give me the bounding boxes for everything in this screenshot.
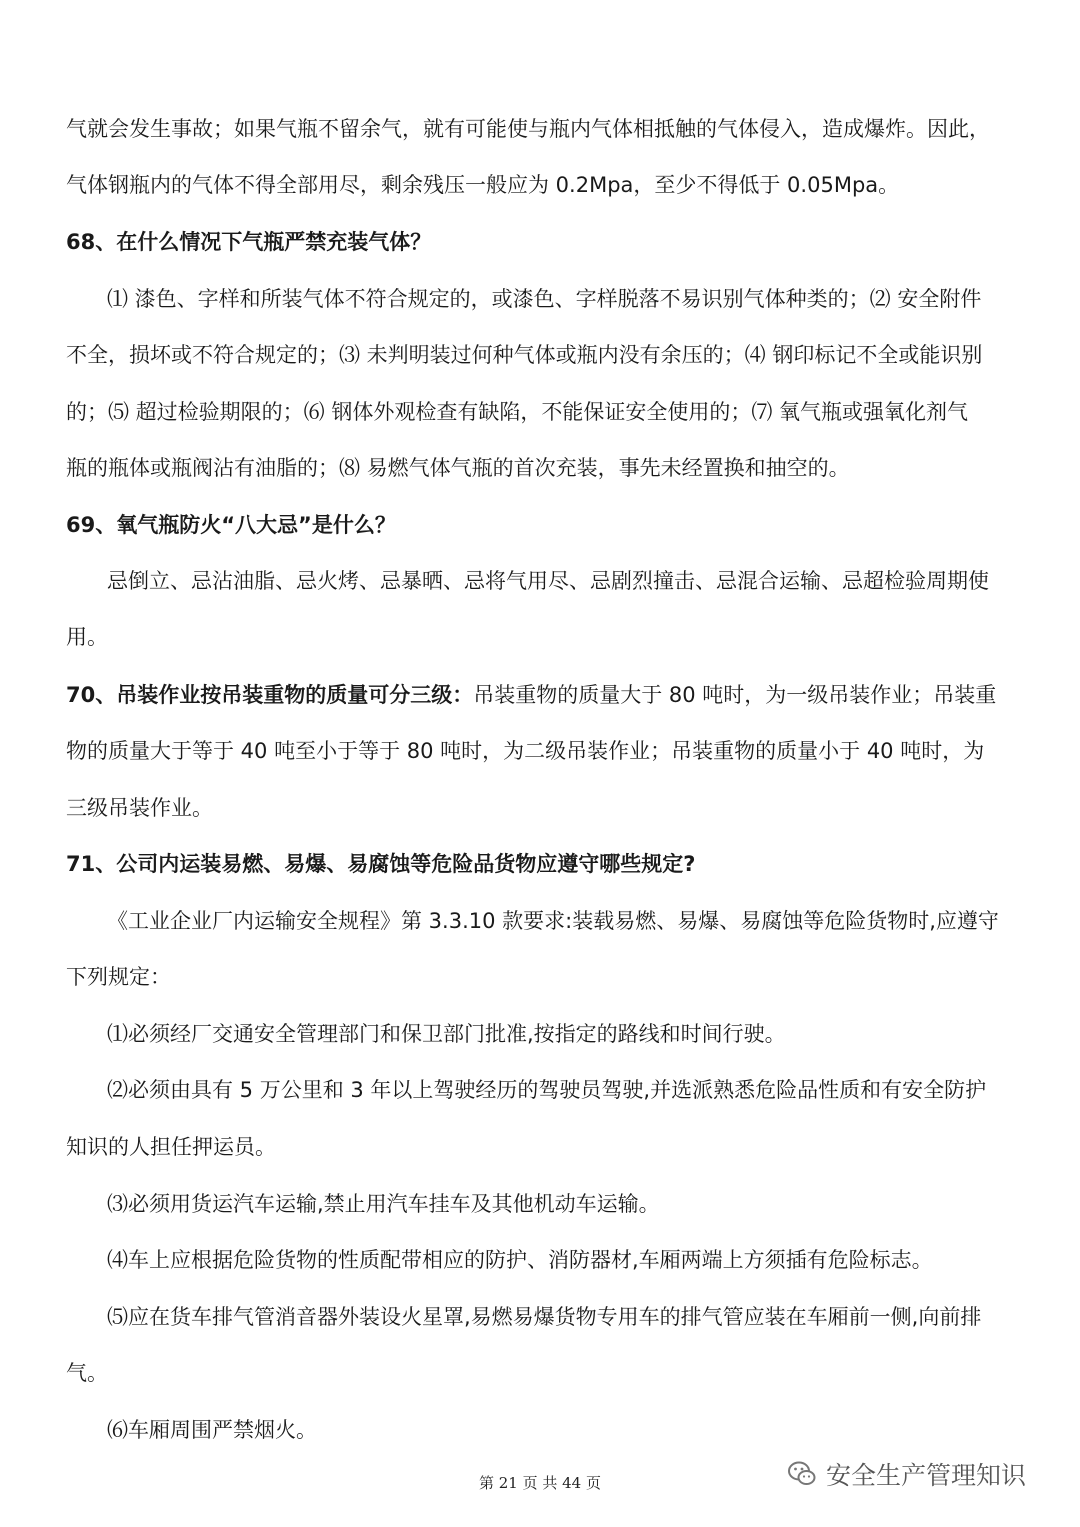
paragraph-line: ⑴ 漆色、字样和所装气体不符合规定的，或漆色、字样脱落不易识别气体种类的；⑵ 安全附件 [107,287,982,311]
list-item: ⑹车厢周围严禁烟火。 [107,1418,317,1442]
paragraph-line: 下列规定： [66,965,171,989]
paragraph-line: 知识的人担任押运员。 [66,1135,276,1159]
question-heading-69: 69、氧气瓶防火“八大忌”是什么？ [66,513,396,537]
paragraph-line: 忌倒立、忌沾油脂、忌火烤、忌暴晒、忌将气用尽、忌剧烈撞击、忌混合运输、忌超检验周期使 [107,569,989,593]
paragraph-line: 用。 [66,625,108,649]
paragraph-line: 不全，损坏或不符合规定的；⑶ 未判明装过何种气体或瓶内没有余压的；⑷ 钢印标记不全或能识别 [66,343,983,367]
list-item: ⑷车上应根据危险货物的性质配带相应的防护、消防器材,车厢两端上方须插有危险标志。 [107,1248,933,1272]
paragraph-line: 物的质量大于等于 40 吨至小于等于 80 吨时，为二级吊装作业；吊装重物的质量小于 40 吨时，为 [66,739,985,763]
list-item: ⑵必须由具有 5 万公里和 3 年以上驾驶经历的驾驶员驾驶,并选派熟悉危险品性质和有安全防护 [107,1078,987,1102]
paragraph-line: 的；⑸ 超过检验期限的；⑹ 钢体外观检查有缺陷，不能保证安全使用的；⑺ 氧气瓶或强氧化剂气 [66,400,969,424]
question-heading-70: 70、吊装作业按吊装重物的质量可分三级：吊装重物的质量大于 80 吨时，为一级吊装作业；吊装重 [66,683,997,707]
paragraph-line: 《工业企业厂内运输安全规程》第 3.3.10 款要求:装载易燃、易爆、易腐蚀等危险货物时,应遵守 [107,909,999,933]
page-number: 第 21 页 共 44 页 [478,1474,601,1492]
paragraph-line: 气体钢瓶内的气体不得全部用尽，剩余残压一般应为 0.2Mpa，至少不得低于 0.05Mpa。 [66,173,900,197]
question-heading-70-bold: 70、吊装作业按吊装重物的质量可分三级： [66,683,474,707]
paragraph-line: 气。 [66,1361,108,1385]
list-item: ⑴必须经厂交通安全管理部门和保卫部门批准,按指定的路线和时间行驶。 [107,1022,786,1046]
wechat-icon [786,1458,818,1490]
watermark-text: 安全生产管理知识 [826,1461,1027,1490]
question-heading-71: 71、公司内运装易燃、易爆、易腐蚀等危险品货物应遵守哪些规定? [66,852,696,876]
question-heading-68: 68、在什么情况下气瓶严禁充装气体？ [66,230,432,254]
list-item: ⑶必须用货运汽车运输,禁止用汽车挂车及其他机动车运输。 [107,1192,660,1216]
list-item: ⑸应在货车排气管消音器外装设火星罩,易燃易爆货物专用车的排气管应装在车厢前一侧,向前排 [107,1305,982,1329]
watermark [786,1456,1026,1492]
paragraph-line: 三级吊装作业。 [66,796,213,820]
paragraph-line: 气就会发生事故；如果气瓶不留余气，就有可能使与瓶内气体相抵触的气体侵入，造成爆炸。因此， [66,117,990,141]
paragraph-line: 瓶的瓶体或瓶阀沾有油脂的；⑻ 易燃气体气瓶的首次充装，事先未经置换和抽空的。 [66,456,850,480]
